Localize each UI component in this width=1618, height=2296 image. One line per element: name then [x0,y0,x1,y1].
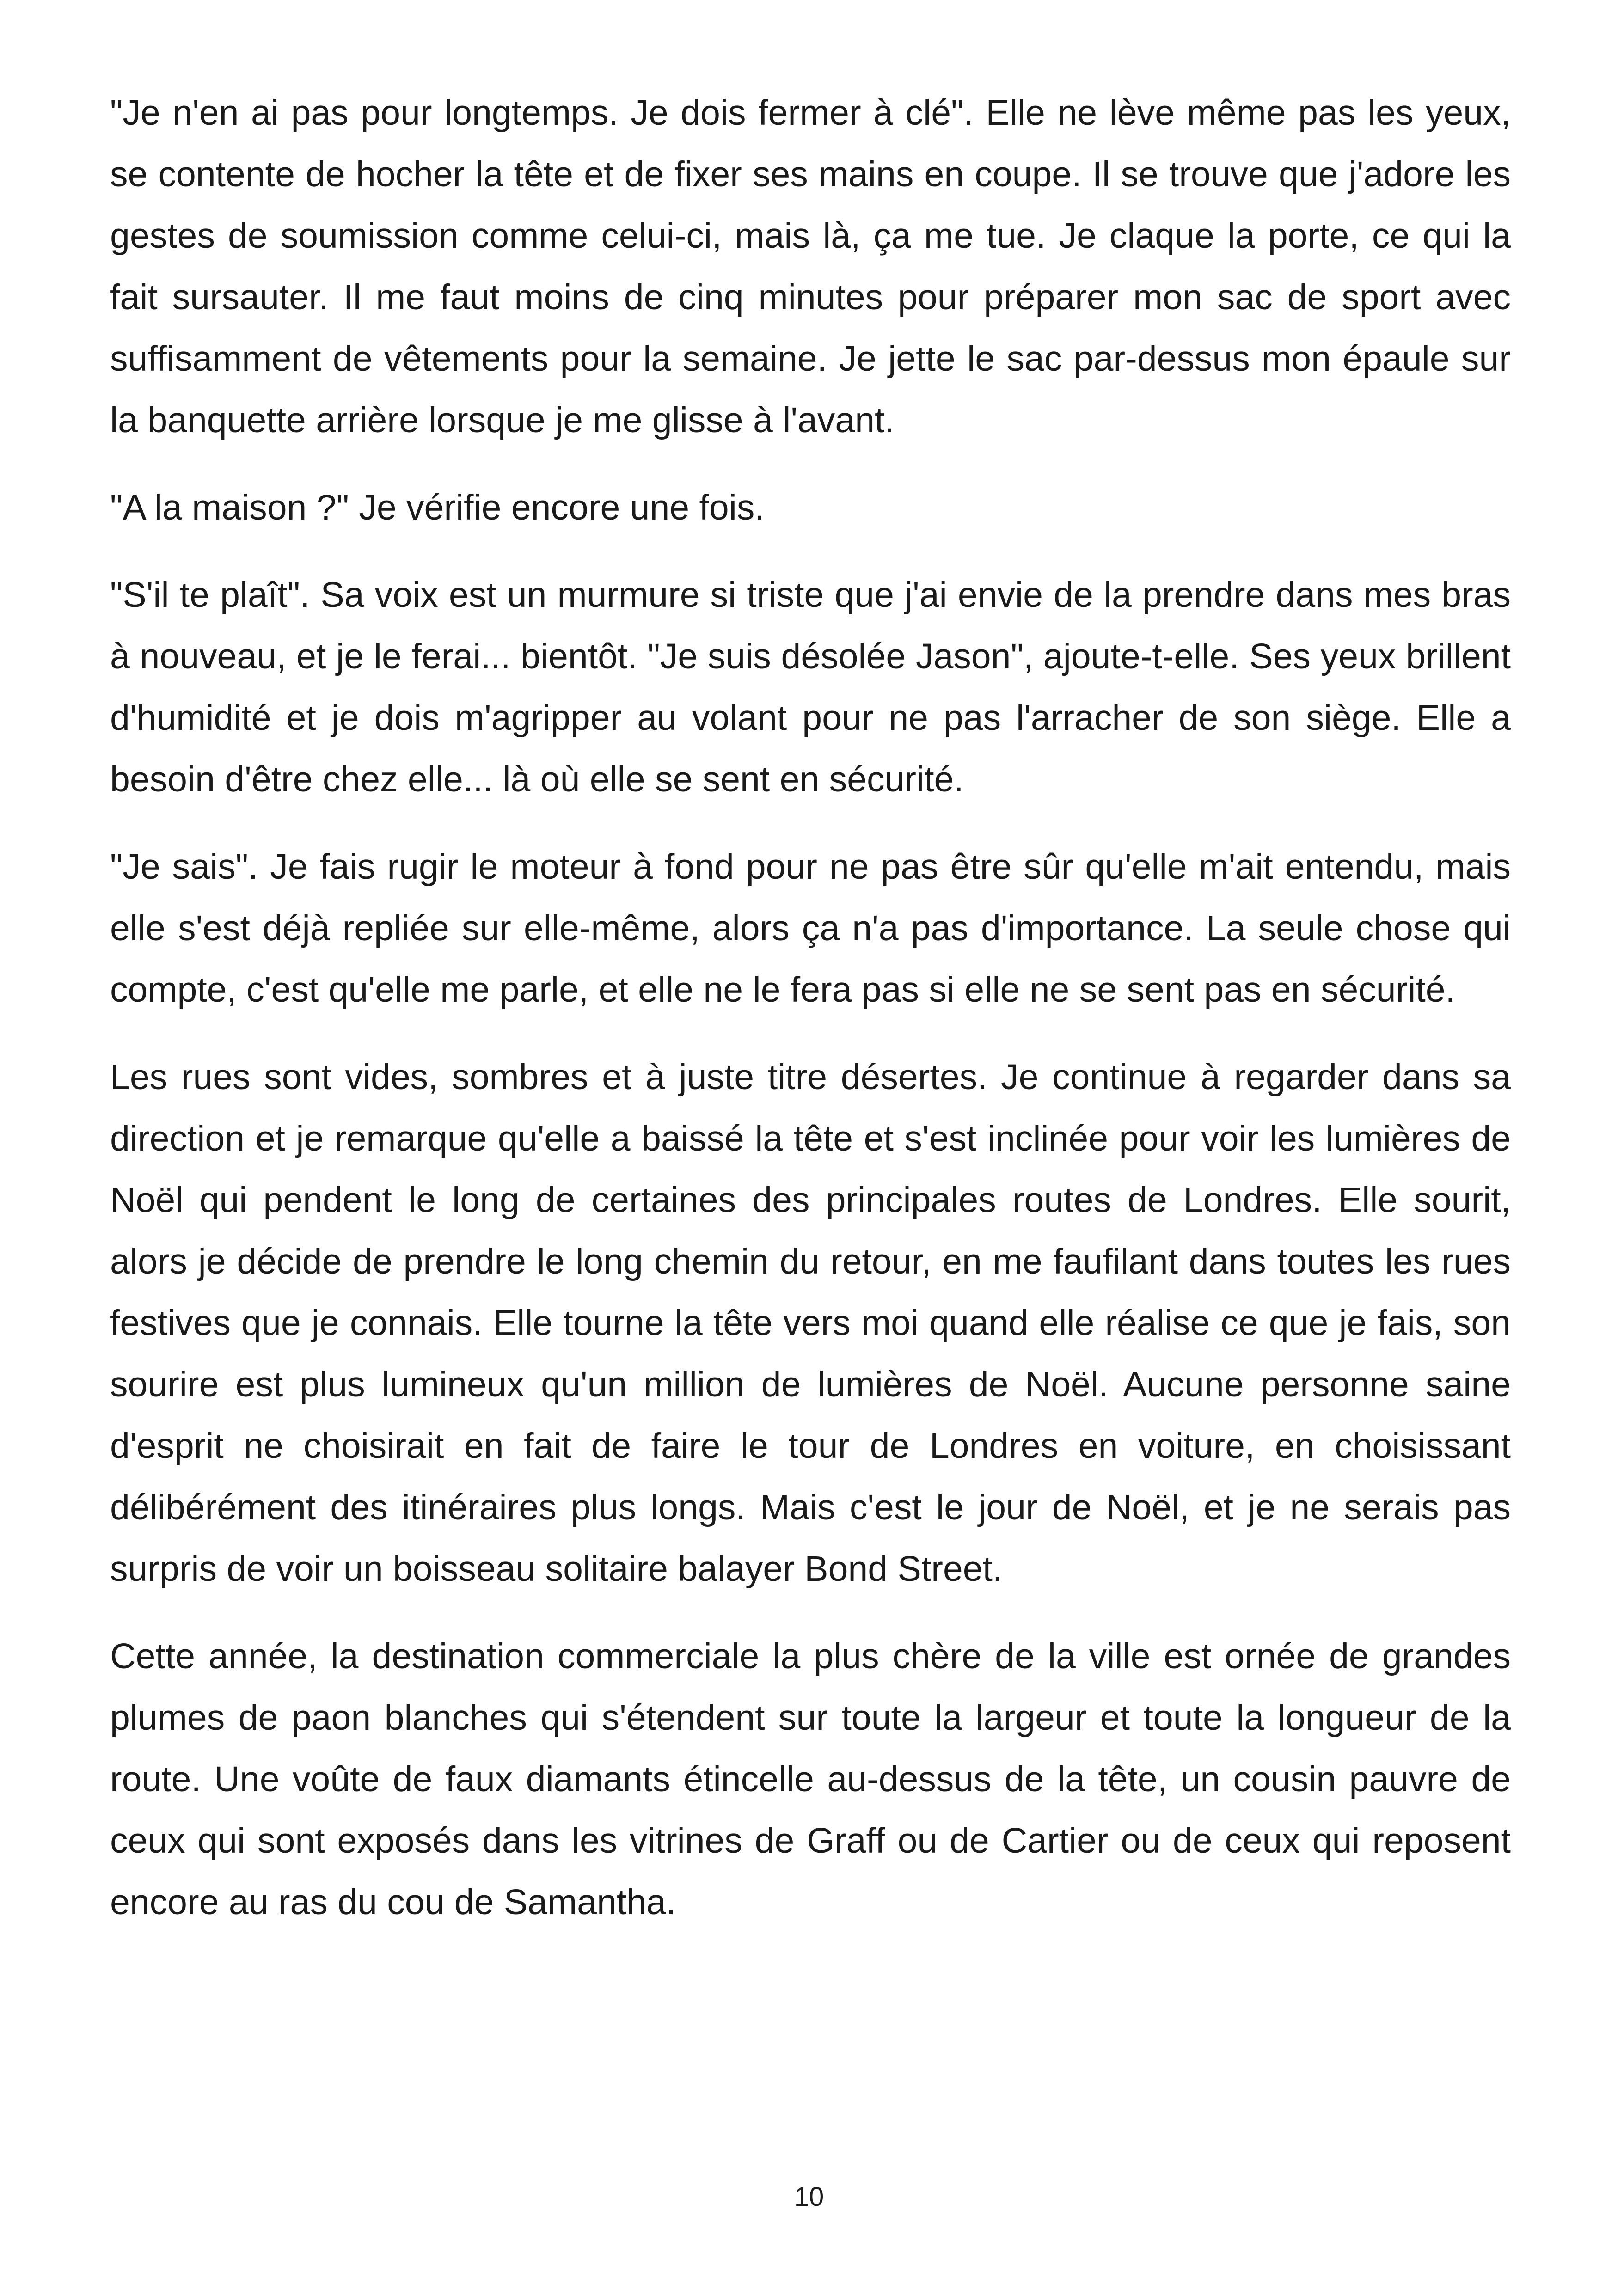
paragraph-1: "Je n'en ai pas pour longtemps. Je dois fermer à clé". Elle ne lève même pas les yeux, se contente de hocher la tête et de fixer ses mains en coupe. Il se trouve que j'adore les gestes de soumission comme celui-ci, mais là, ça me tue. Je claque la porte, ce qui la fait sursauter. Il me faut moins de cinq minutes pour préparer mon sac de sport avec suffisamment de vêtements pour la semaine. Je jette le sac par-dessus mon épaule sur la banquette arrière lorsque je me glisse à l'avant. [110,93,1511,440]
paragraph-3: "S'il te plaît". Sa voix est un murmure si triste que j'ai envie de la prendre dans mes bras à nouveau, et je le ferai... bientôt. "Je suis désolée Jason", ajoute-t-elle. Ses yeux brillent d'humidité et je dois m'agripper au volant pour ne pas l'arracher de son siège. Elle a besoin d'être chez elle... là où elle se sent en sécurité. [110,575,1511,799]
paragraph-4: "Je sais". Je fais rugir le moteur à fond pour ne pas être sûr qu'elle m'ait entendu, mais elle s'est déjà repliée sur elle-même, alors ça n'a pas d'importance. La seule chose qui compte, c'est qu'elle me parle, et elle ne le fera pas si elle ne se sent pas en sécurité. [110,847,1511,1010]
page-number: 10 [794,2182,824,2212]
paragraph-5: Les rues sont vides, sombres et à juste titre désertes. Je continue à regarder dans sa direction et je remarque qu'elle a baissé la tête et s'est inclinée pour voir les lumières de Noël qui pendent le long de certaines des principales routes de Londres. Elle sourit, alors je décide de prendre le long chemin du retour, en me faufilant dans toutes les rues festives que je connais. Elle tourne la tête vers moi quand elle réalise ce que je fais, son sourire est plus lumineux qu'un million de lumières de Noël. Aucune personne saine d'esprit ne choisirait en fait de faire le tour de Londres en voiture, en choisissant délibérément des itinéraires plus longs. Mais c'est le jour de Noël, et je ne serais pas surpris de voir un boisseau solitaire balayer Bond Street. [110,1057,1511,1589]
text-body [110,82,1511,1933]
paragraph-6: Cette année, la destination commerciale la plus chère de la ville est ornée de grandes plumes de paon blanches qui s'étendent sur toute la largeur et toute la longueur de la route. Une voûte de faux diamants étincelle au-dessus de la tête, un cousin pauvre de ceux qui sont exposés dans les vitrines de Graff ou de Cartier ou de ceux qui reposent encore au ras du cou de Samantha. [110,1636,1511,1922]
paragraph-2: "A la maison ?" Je vérifie encore une fois. [110,488,765,527]
